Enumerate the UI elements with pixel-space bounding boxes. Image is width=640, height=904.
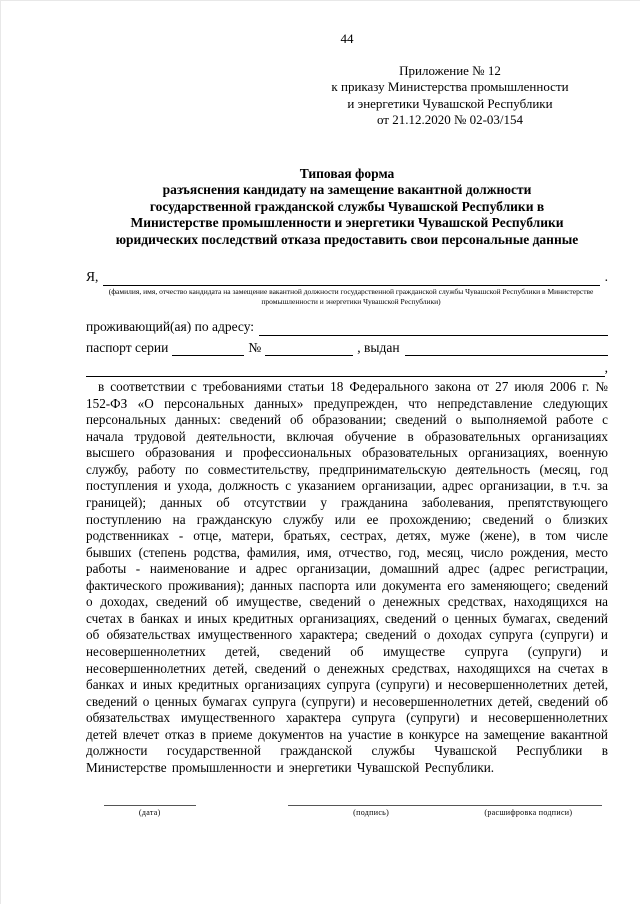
title-line-5: юридических последствий отказа предоставить свои персональные данные — [115, 231, 579, 247]
sign-label: (подпись) — [353, 807, 390, 817]
annex-line-1: Приложение № 12 — [399, 63, 501, 78]
address-blank-field — [259, 321, 608, 336]
passport-number-label: № — [248, 339, 262, 355]
continuation-comma: , — [604, 360, 608, 376]
continuation-line — [86, 359, 608, 377]
passport-series-label: паспорт серии — [86, 339, 169, 355]
title-line-1: Типовая форма — [299, 166, 395, 181]
passport-issued-label: , выдан — [357, 339, 400, 355]
signature-sign-block — [288, 803, 455, 817]
signature-date-block — [104, 803, 196, 817]
passport-issued-blank-field — [405, 342, 608, 357]
name-field-caption: (фамилия, имя, отчество кандидата на замещение вакантной должности государственной гражданской службы Чувашской Республики в Министерстве промышленности и энергетики Чувашской Республики) — [108, 286, 594, 306]
address-label: проживающий(ая) по адресу: — [86, 319, 255, 335]
sign-signature-line — [288, 803, 455, 806]
consent-body-paragraph: в соответствии с требованиями статьи 18 Федерального закона от 27 июля 2006 г. № 152-ФЗ «О персональных данных» предупрежден, что непредставление следующих персональных данных: сведений об образовании; сведений о выполняемой работе с начала трудовой деятельности, включая обучение в образовательных организациях высшего образования и профессиональных образовательных организациях, военную службу, работу по совместительству, предпринимательскую деятельность (месяц, год поступления и ухода, должность с указанием организации, адрес организации, в т.ч. за границей); данных об отсутствии у гражданина заболевания, препятствующего поступлению на гражданскую службу или ее прохождению; сведений о близких родственниках - отце, матери, братьях, сестрах, детях, муже (жене), в том числе бывших (степень родства, фамилия, имя, отчество, год, месяц, число рождения, место работы - наименование и адрес организации, домашний адрес (адрес регистрации, фактического проживания); данных паспорта или документа его заменяющего; сведений о доходах, сведений об имуществе, сведений о денежных средствах, находящихся на счетах в банках и иных кредитных организациях, сведений о ценных бумагах, сведений об обязательствах имущественного характера; сведений о доходах супруга (супруги) и несовершеннолетних детей, сведений об имуществе супруга (супруги) и несовершеннолетних детей, сведений о денежных средствах, находящихся на счетах в банках и иных кредитных организациях супруга (супруги) и несовершеннолетних детей, сведений о ценных бумагах супруга (супруги) и несовершеннолетних детей, сведений об обязательствах имущественного характера супруга (супруги) и несовершеннолетних детей влечет отказ в приеме документов на участие в конкурсе на замещение вакантной должности государственной гражданской службы Чувашской Республики в Министерстве промышленности и энергетики Чувашской Республики. — [86, 379, 608, 775]
name-signature-line — [455, 803, 602, 806]
annex-line-2: к приказу Министерства промышленности — [331, 79, 569, 95]
annex-header — [300, 63, 600, 128]
continuation-blank-field — [86, 363, 605, 378]
date-label: (дата) — [138, 807, 161, 817]
title-line-4: Министерстве промышленности и энергетики Чувашской Республики — [130, 215, 564, 231]
name-label: (расшифровка подписи) — [484, 807, 573, 817]
name-prefix-label: Я, — [86, 269, 99, 285]
name-blank-field — [103, 271, 599, 286]
signature-row — [86, 803, 608, 817]
page-number: 44 — [340, 31, 354, 46]
address-line — [86, 318, 608, 336]
passport-number-blank-field — [265, 342, 353, 357]
passport-series-blank-field — [172, 342, 244, 357]
name-line — [86, 268, 608, 286]
document-title — [86, 166, 608, 248]
annex-line-4: от 21.12.2020 № 02-03/154 — [376, 111, 524, 127]
signature-name-block — [455, 803, 602, 817]
title-line-3: государственной гражданской службы Чувашской Республики в — [149, 198, 545, 214]
passport-line — [86, 339, 608, 357]
name-line-period: . — [604, 269, 608, 285]
title-line-2: разъяснения кандидату на замещение вакантной должности — [162, 182, 532, 198]
annex-line-3: и энергетики Чувашской Республики — [347, 95, 553, 111]
date-signature-line — [104, 803, 196, 806]
